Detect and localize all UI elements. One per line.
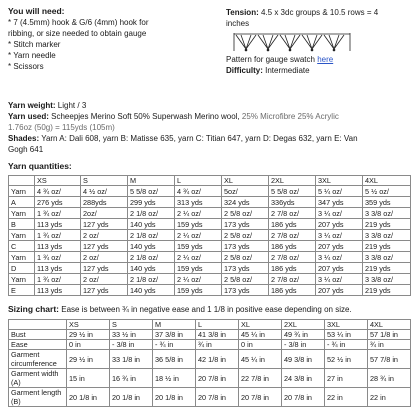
column-header (9, 320, 67, 330)
table-cell: 2 1/8 oz/ (128, 252, 175, 263)
column-header: M (153, 320, 196, 330)
table-cell: 2 1/8 oz/ (128, 230, 175, 241)
table-cell: 113 yds (35, 219, 81, 230)
table-cell: 22 in (325, 388, 368, 407)
table-cell: 2 5/8 oz/ (222, 208, 269, 219)
yarn-weight-label: Yarn weight: (8, 101, 56, 110)
table-cell: 173 yds (222, 285, 269, 296)
table-cell: 140 yds (128, 263, 175, 274)
table-cell: 45 ¼ in (239, 330, 282, 340)
table-cell: 2 1/8 oz/ (128, 274, 175, 285)
table-cell: 299 yds (128, 197, 175, 208)
table-cell: 18 ½ in (153, 369, 196, 388)
yarn-quantities-table (8, 175, 411, 296)
table-row (9, 274, 411, 285)
yarn-used-fibres: 25% Microfibre 25% Acrylic (241, 112, 339, 121)
table-cell: 22 in (368, 388, 411, 407)
table-cell: 20 1/8 in (110, 388, 153, 407)
row-label: Garment circumference (9, 350, 67, 369)
row-label: Bust (9, 330, 67, 340)
table-cell: 159 yds (175, 285, 222, 296)
materials-item: * 7 (4.5mm) hook & G/6 (4mm) hook for (8, 18, 149, 27)
column-header: 3XL (325, 320, 368, 330)
table-cell: 113 yds (35, 285, 81, 296)
tension-unit: inches (226, 18, 250, 28)
table-cell: 3 3/8 oz/ (363, 274, 411, 285)
table-header-row (9, 320, 411, 330)
table-cell: 49 ¾ in (282, 330, 325, 340)
table-cell: 33 ½ in (110, 330, 153, 340)
table-cell: 1 ¾ oz/ (35, 252, 81, 263)
materials-item: * Scissors (8, 62, 44, 71)
table-cell: 219 yds (363, 285, 411, 296)
gauge-block (226, 8, 408, 76)
table-cell: 42 1/8 in (196, 350, 239, 369)
tension-value: 4.5 x 3dc groups & 10.5 rows = 4 (260, 8, 379, 17)
table-cell: 313 yds (175, 197, 222, 208)
table-cell: 140 yds (128, 219, 175, 230)
table-cell: 36 5/8 in (153, 350, 196, 369)
table-cell: 219 yds (363, 263, 411, 274)
materials-item: * Stitch marker (8, 40, 61, 49)
yarn-used-weight: 1.76oz (50g) = 115yds (105m) (8, 123, 115, 132)
table-cell: 186 yds (269, 285, 316, 296)
table-cell: 347 yds (316, 197, 363, 208)
table-cell: 0 in (239, 340, 282, 350)
table-cell: 5oz/ (222, 186, 269, 197)
shades-value: Yarn A: Dali 608, yarn B: Matisse 635, yarn C: Titian 647, yarn D: Degas 632, yarn E: Van (41, 134, 358, 143)
tension-label: Tension: (226, 8, 259, 17)
column-header: 2XL (269, 176, 316, 186)
table-cell: ¾ in (368, 340, 411, 350)
table-cell: 27 in (325, 369, 368, 388)
table-cell: 57 1/8 in (368, 330, 411, 340)
table-cell: 173 yds (222, 263, 269, 274)
table-header-row (9, 176, 411, 186)
table-row (9, 330, 411, 340)
row-label: Garment width (A) (9, 369, 67, 388)
sizing-heading-line (8, 304, 410, 315)
column-header: M (128, 176, 175, 186)
column-header: 2XL (282, 320, 325, 330)
table-cell: 276 yds (35, 197, 81, 208)
sizing-heading: Sizing chart: (8, 304, 60, 314)
row-label: Yarn (9, 274, 35, 285)
column-header: XS (35, 176, 81, 186)
table-cell: 0 in (67, 340, 110, 350)
materials-item: * Yarn needle (8, 51, 56, 60)
gauge-swatch-diagram-icon (232, 31, 352, 53)
table-cell: 173 yds (222, 241, 269, 252)
table-cell: 3 ¼ oz/ (316, 230, 363, 241)
table-cell: 1 ¾ oz/ (35, 274, 81, 285)
yarn-used-label: Yarn used: (8, 112, 49, 121)
row-label: A (9, 197, 35, 208)
table-cell: - 3/8 in (110, 340, 153, 350)
table-cell: 186 yds (269, 219, 316, 230)
table-cell: 113 yds (35, 241, 81, 252)
table-row (9, 369, 411, 388)
row-label: E (9, 285, 35, 296)
table-cell: 52 ½ in (325, 350, 368, 369)
tension-line (226, 8, 408, 19)
table-cell: 53 ¼ in (325, 330, 368, 340)
table-row (9, 263, 411, 274)
table-cell: 20 1/8 in (67, 388, 110, 407)
table-cell: 20 7/8 in (239, 388, 282, 407)
table-row (9, 219, 411, 230)
column-header: 4XL (363, 176, 411, 186)
table-cell: 2 oz/ (81, 274, 128, 285)
table-cell: 16 ¾ in (110, 369, 153, 388)
table-cell: - ¾ in (325, 340, 368, 350)
table-cell: 207 yds (316, 263, 363, 274)
table-cell: 173 yds (222, 219, 269, 230)
table-cell: 219 yds (363, 241, 411, 252)
difficulty-label: Difficulty: (226, 65, 263, 75)
table-row (9, 186, 411, 197)
table-cell: 1 ¾ oz/ (35, 230, 81, 241)
table-cell: 359 yds (363, 197, 411, 208)
table-row (9, 285, 411, 296)
table-cell: 20 7/8 in (196, 369, 239, 388)
table-cell: 186 yds (269, 263, 316, 274)
table-cell: 5 5/8 oz/ (269, 186, 316, 197)
table-cell: 2 5/8 oz/ (222, 230, 269, 241)
table-cell: 2 7/8 oz/ (269, 230, 316, 241)
table-cell: 2 ¼ oz/ (175, 274, 222, 285)
yarn-weight-line (8, 100, 410, 111)
row-label: C (9, 241, 35, 252)
table-cell: 2 5/8 oz/ (222, 252, 269, 263)
table-cell: 3 ¼ oz/ (316, 274, 363, 285)
table-cell: - 3/8 in (282, 340, 325, 350)
table-cell: 3 ¼ oz/ (316, 208, 363, 219)
materials-heading: You will need: (8, 6, 65, 16)
table-cell: 159 yds (175, 263, 222, 274)
table-cell: 2 oz/ (81, 230, 128, 241)
table-cell: 159 yds (175, 241, 222, 252)
row-label: Garment length (B) (9, 388, 67, 407)
table-cell: 20 1/8 in (153, 388, 196, 407)
table-cell: 2 ¼ oz/ (175, 252, 222, 263)
table-cell: 207 yds (316, 219, 363, 230)
table-cell: 207 yds (316, 285, 363, 296)
column-header: L (196, 320, 239, 330)
table-cell: 5 ¼ oz/ (316, 186, 363, 197)
column-header: 3XL (316, 176, 363, 186)
yarn-info (8, 100, 410, 155)
table-cell: 49 3/8 in (282, 350, 325, 369)
column-header: L (175, 176, 222, 186)
row-label: D (9, 263, 35, 274)
table-cell: 2 7/8 oz/ (269, 208, 316, 219)
column-header (9, 176, 35, 186)
table-cell: 2 ¼ oz/ (175, 230, 222, 241)
table-cell: 1 ¾ oz/ (35, 208, 81, 219)
sizing-chart-table (8, 319, 411, 407)
table-cell: 20 7/8 in (196, 388, 239, 407)
row-label: Yarn (9, 186, 35, 197)
table-row (9, 388, 411, 407)
table-cell: 140 yds (128, 285, 175, 296)
table-row (9, 208, 411, 219)
table-cell: 20 7/8 in (282, 388, 325, 407)
row-label: Yarn (9, 208, 35, 219)
difficulty-line (226, 66, 408, 77)
table-cell: 127 yds (81, 241, 128, 252)
table-cell: 186 yds (269, 241, 316, 252)
materials-list (8, 6, 213, 72)
table-cell: 127 yds (81, 263, 128, 274)
table-cell: 2 oz/ (81, 252, 128, 263)
table-cell: 4 ¾ oz/ (175, 186, 222, 197)
top-section (8, 6, 410, 100)
table-cell: 5 ½ oz/ (363, 186, 411, 197)
table-cell: 207 yds (316, 241, 363, 252)
table-cell: 3 ¼ oz/ (316, 252, 363, 263)
column-header: S (81, 176, 128, 186)
table-cell: 24 3/8 in (282, 369, 325, 388)
table-cell: 2 1/8 oz/ (128, 208, 175, 219)
table-cell: 57 7/8 in (368, 350, 411, 369)
yarn-weight-value: Light / 3 (57, 101, 87, 110)
table-cell: 41 3/8 in (196, 330, 239, 340)
table-cell: 29 ½ in (67, 350, 110, 369)
yarn-used-value: Scheepjes Merino Soft 50% Superwash Merino wool, (51, 112, 240, 121)
column-header: XL (222, 176, 269, 186)
column-header: 4XL (368, 320, 411, 330)
table-cell: 288yds (81, 197, 128, 208)
table-cell: 140 yds (128, 241, 175, 252)
materials-item: ribbing, or size needed to obtain gauge (8, 29, 147, 38)
table-cell: 4 ½ oz/ (81, 186, 128, 197)
table-cell: 5 5/8 oz/ (128, 186, 175, 197)
shades-line (8, 133, 410, 144)
table-row (9, 252, 411, 263)
table-row (9, 340, 411, 350)
row-label: Ease (9, 340, 67, 350)
table-cell: 127 yds (81, 285, 128, 296)
table-cell: 28 ¾ in (368, 369, 411, 388)
pattern-line (226, 55, 408, 66)
table-row (9, 230, 411, 241)
table-cell: 324 yds (222, 197, 269, 208)
table-cell: 3 3/8 oz/ (363, 208, 411, 219)
table-cell: 113 yds (35, 263, 81, 274)
row-label: Yarn (9, 230, 35, 241)
table-cell: 37 3/8 in (153, 330, 196, 340)
table-cell: 3 3/8 oz/ (363, 230, 411, 241)
row-label: Yarn (9, 252, 35, 263)
difficulty-value: Intermediate (265, 65, 310, 75)
quantities-heading: Yarn quantities: (8, 161, 72, 171)
column-header: XS (67, 320, 110, 330)
table-row (9, 241, 411, 252)
yarn-used-line (8, 111, 410, 122)
table-cell: 3 3/8 oz/ (363, 252, 411, 263)
table-cell: 127 yds (81, 219, 128, 230)
table-cell: 2 7/8 oz/ (269, 274, 316, 285)
table-cell: 15 in (67, 369, 110, 388)
table-cell: 33 1/8 in (110, 350, 153, 369)
table-cell: 336yds (269, 197, 316, 208)
table-cell: 159 yds (175, 219, 222, 230)
table-cell: 29 ½ in (67, 330, 110, 340)
shades-label: Shades: (8, 134, 40, 143)
row-label: B (9, 219, 35, 230)
table-row (9, 197, 411, 208)
table-cell: 4 ¾ oz/ (35, 186, 81, 197)
shades-line-2: Gogh 641 (8, 145, 44, 154)
gauge-pattern-link[interactable]: here (317, 55, 334, 64)
sizing-intro: Ease is between ¾ in negative ease and 1 1/8 in positive ease depending on size. (61, 305, 352, 314)
table-cell: 2oz/ (81, 208, 128, 219)
table-cell: ¾ in (196, 340, 239, 350)
pattern-text: Pattern for gauge swatch (226, 55, 315, 64)
table-cell: 2 ¼ oz/ (175, 208, 222, 219)
table-cell: 45 ¼ in (239, 350, 282, 369)
table-cell: 2 7/8 oz/ (269, 252, 316, 263)
column-header: XL (239, 320, 282, 330)
table-cell: - ¾ in (153, 340, 196, 350)
table-cell: 219 yds (363, 219, 411, 230)
table-cell: 22 7/8 in (239, 369, 282, 388)
table-cell: 2 5/8 oz/ (222, 274, 269, 285)
column-header: S (110, 320, 153, 330)
table-row (9, 350, 411, 369)
pattern-page (8, 6, 410, 407)
